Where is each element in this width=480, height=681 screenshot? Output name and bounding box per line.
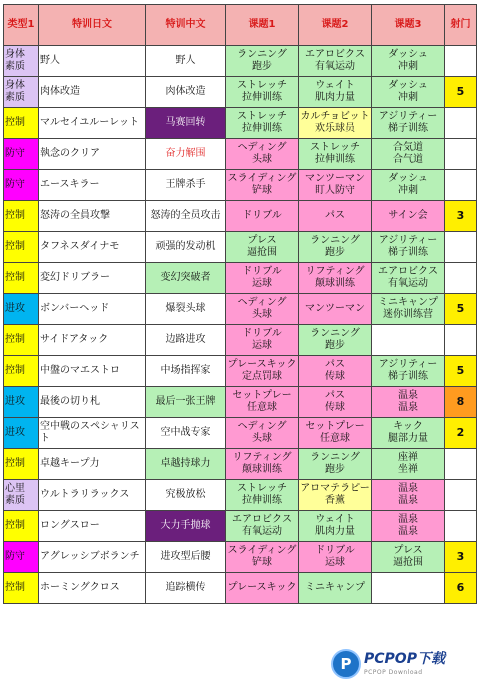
cell-type: 防守 [4, 139, 39, 170]
table-row [4, 511, 477, 542]
cell-type: 进攻 [4, 418, 39, 449]
cell-shoot: 5 [445, 294, 477, 325]
cell-cn-name: 空中战专家 [146, 418, 226, 449]
cell-task1: ストレッチ 拉伸训练 [226, 480, 299, 511]
cell-type: 防守 [4, 542, 39, 573]
header-row [4, 5, 477, 46]
cell-jp-name: 最後の切り札 [39, 387, 146, 418]
cell-type: 控制 [4, 108, 39, 139]
cell-jp-name: ロングスロー [39, 511, 146, 542]
table-row [4, 201, 477, 232]
cell-type: 控制 [4, 232, 39, 263]
cell-task1: ストレッチ 拉伸训练 [226, 77, 299, 108]
cell-task2: パス [299, 201, 372, 232]
cell-task2: ウェイト 肌肉力量 [299, 511, 372, 542]
table-row [4, 294, 477, 325]
table-row [4, 108, 477, 139]
cell-jp-name: 執念のクリア [39, 139, 146, 170]
cell-cn-name: 王牌杀手 [146, 170, 226, 201]
cell-task3: 温泉 温泉 [372, 511, 445, 542]
table-row [4, 449, 477, 480]
cell-shoot [445, 449, 477, 480]
cell-shoot [445, 480, 477, 511]
cell-task2: パス 传球 [299, 387, 372, 418]
table-row [4, 542, 477, 573]
cell-task2: カルチョビット 欢乐球员 [299, 108, 372, 139]
cell-task2: ランニング 跑步 [299, 449, 372, 480]
table-header [4, 5, 477, 46]
cell-task2: エアロビクス 有氧运动 [299, 46, 372, 77]
table-row [4, 170, 477, 201]
cell-cn-name: 大力手抛球 [146, 511, 226, 542]
cell-task3: 温泉 温泉 [372, 387, 445, 418]
cell-type: 控制 [4, 356, 39, 387]
cell-jp-name: ボンバーヘッド [39, 294, 146, 325]
cell-task3: 座禅 坐禅 [372, 449, 445, 480]
cell-task3: ダッシュ 冲刺 [372, 77, 445, 108]
cell-cn-name: 肉体改造 [146, 77, 226, 108]
header-shoot: 射门 [445, 5, 477, 46]
cell-shoot [445, 108, 477, 139]
cell-task1: プレースキック 定点罚球 [226, 356, 299, 387]
cell-task1: ドリブル 运球 [226, 263, 299, 294]
table-row [4, 263, 477, 294]
cell-shoot: 5 [445, 356, 477, 387]
header-cn-name: 特训中文 [146, 5, 226, 46]
cell-shoot: 2 [445, 418, 477, 449]
cell-jp-name: サイドアタック [39, 325, 146, 356]
cell-task2: ドリブル 运球 [299, 542, 372, 573]
cell-shoot [445, 263, 477, 294]
table-row [4, 356, 477, 387]
cell-task1: セットプレー 任意球 [226, 387, 299, 418]
cell-jp-name: 変幻ドリブラー [39, 263, 146, 294]
cell-shoot [445, 46, 477, 77]
table-row [4, 387, 477, 418]
cell-cn-name: 奋力解围 [146, 139, 226, 170]
table-row [4, 46, 477, 77]
cell-task1: ドリブル 运球 [226, 325, 299, 356]
cell-task2: マンツーマン [299, 294, 372, 325]
cell-jp-name: アグレッシブボランチ [39, 542, 146, 573]
cell-shoot: 8 [445, 387, 477, 418]
cell-type: 控制 [4, 201, 39, 232]
header-task1: 课题1 [226, 5, 299, 46]
cell-task2: ランニング 跑步 [299, 232, 372, 263]
cell-task3: アジリティー 梯子训练 [372, 356, 445, 387]
cell-task3: キック 腿部力量 [372, 418, 445, 449]
cell-task1: リフティング 颠球训练 [226, 449, 299, 480]
cell-shoot: 3 [445, 542, 477, 573]
cell-jp-name: ホーミングクロス [39, 573, 146, 604]
cell-cn-name: 究极放松 [146, 480, 226, 511]
cell-task3: サイン会 [372, 201, 445, 232]
watermark-brand: PCPOP下载 [364, 650, 445, 667]
cell-task1: プレス 逼抢围 [226, 232, 299, 263]
watermark [331, 649, 476, 679]
table-body [4, 46, 477, 604]
cell-task2: ランニング 跑步 [299, 325, 372, 356]
cell-task1: ストレッチ 拉伸训练 [226, 108, 299, 139]
table-row [4, 480, 477, 511]
cell-jp-name: 肉体改造 [39, 77, 146, 108]
cell-task1: ヘディング 头球 [226, 139, 299, 170]
cell-task3: 合気道 合气道 [372, 139, 445, 170]
cell-type: 控制 [4, 511, 39, 542]
cell-task3 [372, 325, 445, 356]
header-type: 类型1 [4, 5, 39, 46]
cell-task3: プレス 逼抢围 [372, 542, 445, 573]
cell-shoot [445, 232, 477, 263]
cell-type: 身体 素质 [4, 77, 39, 108]
watermark-sub: PCPOP Download [364, 668, 423, 676]
header-task2: 课题2 [299, 5, 372, 46]
cell-task1: ヘディング 头球 [226, 294, 299, 325]
cell-cn-name: 爆裂头球 [146, 294, 226, 325]
table-row [4, 77, 477, 108]
cell-cn-name: 边路进攻 [146, 325, 226, 356]
cell-jp-name: ウルトラリラックス [39, 480, 146, 511]
cell-cn-name: 卓越持球力 [146, 449, 226, 480]
cell-cn-name: 最后一张王牌 [146, 387, 226, 418]
table-row [4, 325, 477, 356]
cell-task3: エアロビクス 有氧运动 [372, 263, 445, 294]
cell-task2: ミニキャンプ [299, 573, 372, 604]
cell-type: 控制 [4, 325, 39, 356]
cell-shoot: 5 [445, 77, 477, 108]
cell-task3: ミニキャンプ 迷你训练营 [372, 294, 445, 325]
cell-type: 控制 [4, 573, 39, 604]
cell-shoot [445, 139, 477, 170]
cell-task1: ヘディング 头球 [226, 418, 299, 449]
cell-task1: ドリブル [226, 201, 299, 232]
cell-shoot [445, 170, 477, 201]
table-row [4, 232, 477, 263]
cell-type: 控制 [4, 449, 39, 480]
table-row [4, 573, 477, 604]
cell-task2: リフティング 颠球训练 [299, 263, 372, 294]
cell-cn-name: 野人 [146, 46, 226, 77]
cell-task3: アジリティー 梯子训练 [372, 108, 445, 139]
cell-cn-name: 变幻突破者 [146, 263, 226, 294]
cell-task2: マンツーマン 盯人防守 [299, 170, 372, 201]
cell-task2: アロマテラピー 香薰 [299, 480, 372, 511]
cell-jp-name: 空中戦のスペシャリスト [39, 418, 146, 449]
cell-cn-name: 马赛回转 [146, 108, 226, 139]
cell-task2: セットプレー 任意球 [299, 418, 372, 449]
cell-task2: ストレッチ 拉伸训练 [299, 139, 372, 170]
table-row [4, 418, 477, 449]
header-task3: 课题3 [372, 5, 445, 46]
cell-cn-name: 进攻型后腰 [146, 542, 226, 573]
cell-type: 进攻 [4, 387, 39, 418]
table-row [4, 139, 477, 170]
header-jp-name: 特训日文 [39, 5, 146, 46]
cell-shoot: 6 [445, 573, 477, 604]
cell-type: 控制 [4, 263, 39, 294]
cell-task1: ランニング 跑步 [226, 46, 299, 77]
cell-task3: アジリティー 梯子训练 [372, 232, 445, 263]
cell-jp-name: マルセイユルーレット [39, 108, 146, 139]
cell-jp-name: 怒涛の全員攻撃 [39, 201, 146, 232]
cell-jp-name: エースキラー [39, 170, 146, 201]
pcpop-logo-icon: P [331, 649, 361, 679]
cell-shoot [445, 511, 477, 542]
cell-cn-name: 顽强的发动机 [146, 232, 226, 263]
cell-task1: プレースキック [226, 573, 299, 604]
cell-shoot [445, 325, 477, 356]
training-table [3, 4, 477, 604]
cell-task3 [372, 573, 445, 604]
cell-cn-name: 怒涛的全员攻击 [146, 201, 226, 232]
cell-task2: ウェイト 肌肉力量 [299, 77, 372, 108]
cell-task1: エアロビクス 有氧运动 [226, 511, 299, 542]
cell-task3: ダッシュ 冲刺 [372, 46, 445, 77]
cell-type: 进攻 [4, 294, 39, 325]
cell-shoot: 3 [445, 201, 477, 232]
cell-jp-name: タフネスダイナモ [39, 232, 146, 263]
cell-task2: パス 传球 [299, 356, 372, 387]
cell-task1: スライディング 铲球 [226, 170, 299, 201]
cell-jp-name: 卓越キープ力 [39, 449, 146, 480]
cell-jp-name: 中盤のマエストロ [39, 356, 146, 387]
cell-cn-name: 中场指挥家 [146, 356, 226, 387]
cell-task3: ダッシュ 冲刺 [372, 170, 445, 201]
cell-type: 防守 [4, 170, 39, 201]
cell-cn-name: 追踪横传 [146, 573, 226, 604]
cell-task1: スライディング 铲球 [226, 542, 299, 573]
cell-task3: 温泉 温泉 [372, 480, 445, 511]
cell-type: 身体 素质 [4, 46, 39, 77]
cell-jp-name: 野人 [39, 46, 146, 77]
cell-type: 心里 素质 [4, 480, 39, 511]
